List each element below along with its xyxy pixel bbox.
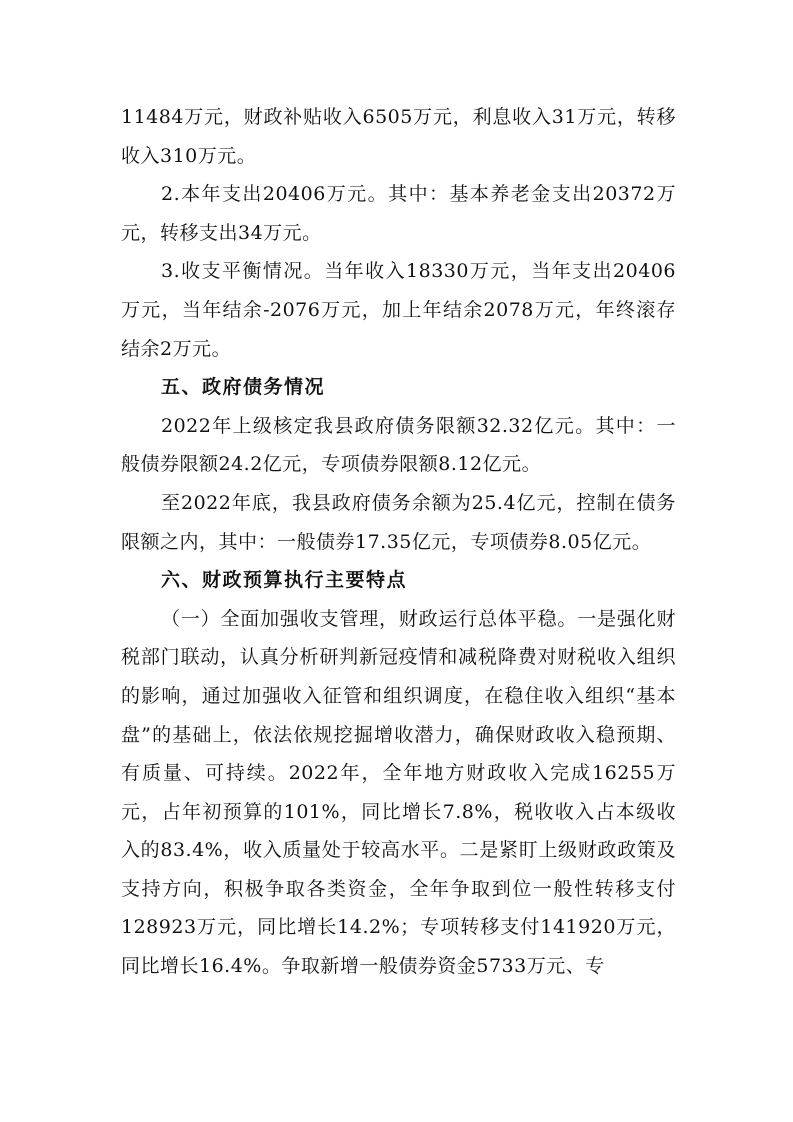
paragraph-pension-expenditure: 2.本年支出20406万元。其中：基本养老金支出20372万元，转移支出34万元。 xyxy=(121,183,676,244)
paragraph-debt-balance: 至2022年底，我县政府债务余额为25.4亿元，控制在债务限额之内，其中：一般债券17.35亿元，专项债券8.05亿元。 xyxy=(121,491,676,553)
section-heading-budget-characteristics: 六、财政预算执行主要特点 xyxy=(161,569,408,592)
paragraph-revenue-expenditure-management: （一）全面加强收支管理，财政运行总体平稳。一是强化财税部门联动，认真分析研判新冠疫情和减税降费对财税收入组织的影响，通过加强收入征管和组织调度，在稳住收入组织“基本盘”的基础上，依法依规挖掘增收潜力，确保财政收入稳预期、有质量、可持续。2022年，全年地方财政收入完成16255万元，占年初预算的101%，同比增长7.8%，税收收入占本级收入的83.4%，收入质量处于较高水平。二是紧盯上级财政政策及支持方向，积极争取各类资金，全年争取到位一般性转移支付128923万元，同比增长14.2%；专项转移支付141920万元，同比增长16.4%。争取新增一般债券资金5733万元、专 xyxy=(121,607,676,978)
paragraph-debt-limit: 2022年上级核定我县政府债务限额32.32亿元。其中：一般债券限额24.2亿元，专项债券限额8.12亿元。 xyxy=(121,414,676,476)
paragraph-pension-income-continued: 11484万元，财政补贴收入6505万元，利息收入31万元，转移收入310万元。 xyxy=(121,106,676,167)
section-heading-government-debt: 五、政府债务情况 xyxy=(161,376,326,399)
paragraph-pension-balance: 3.收支平衡情况。当年收入18330万元，当年支出20406万元，当年结余-2076万元，加上年结余2078万元，年终滚存结余2万元。 xyxy=(121,260,676,360)
document-body xyxy=(121,98,676,986)
